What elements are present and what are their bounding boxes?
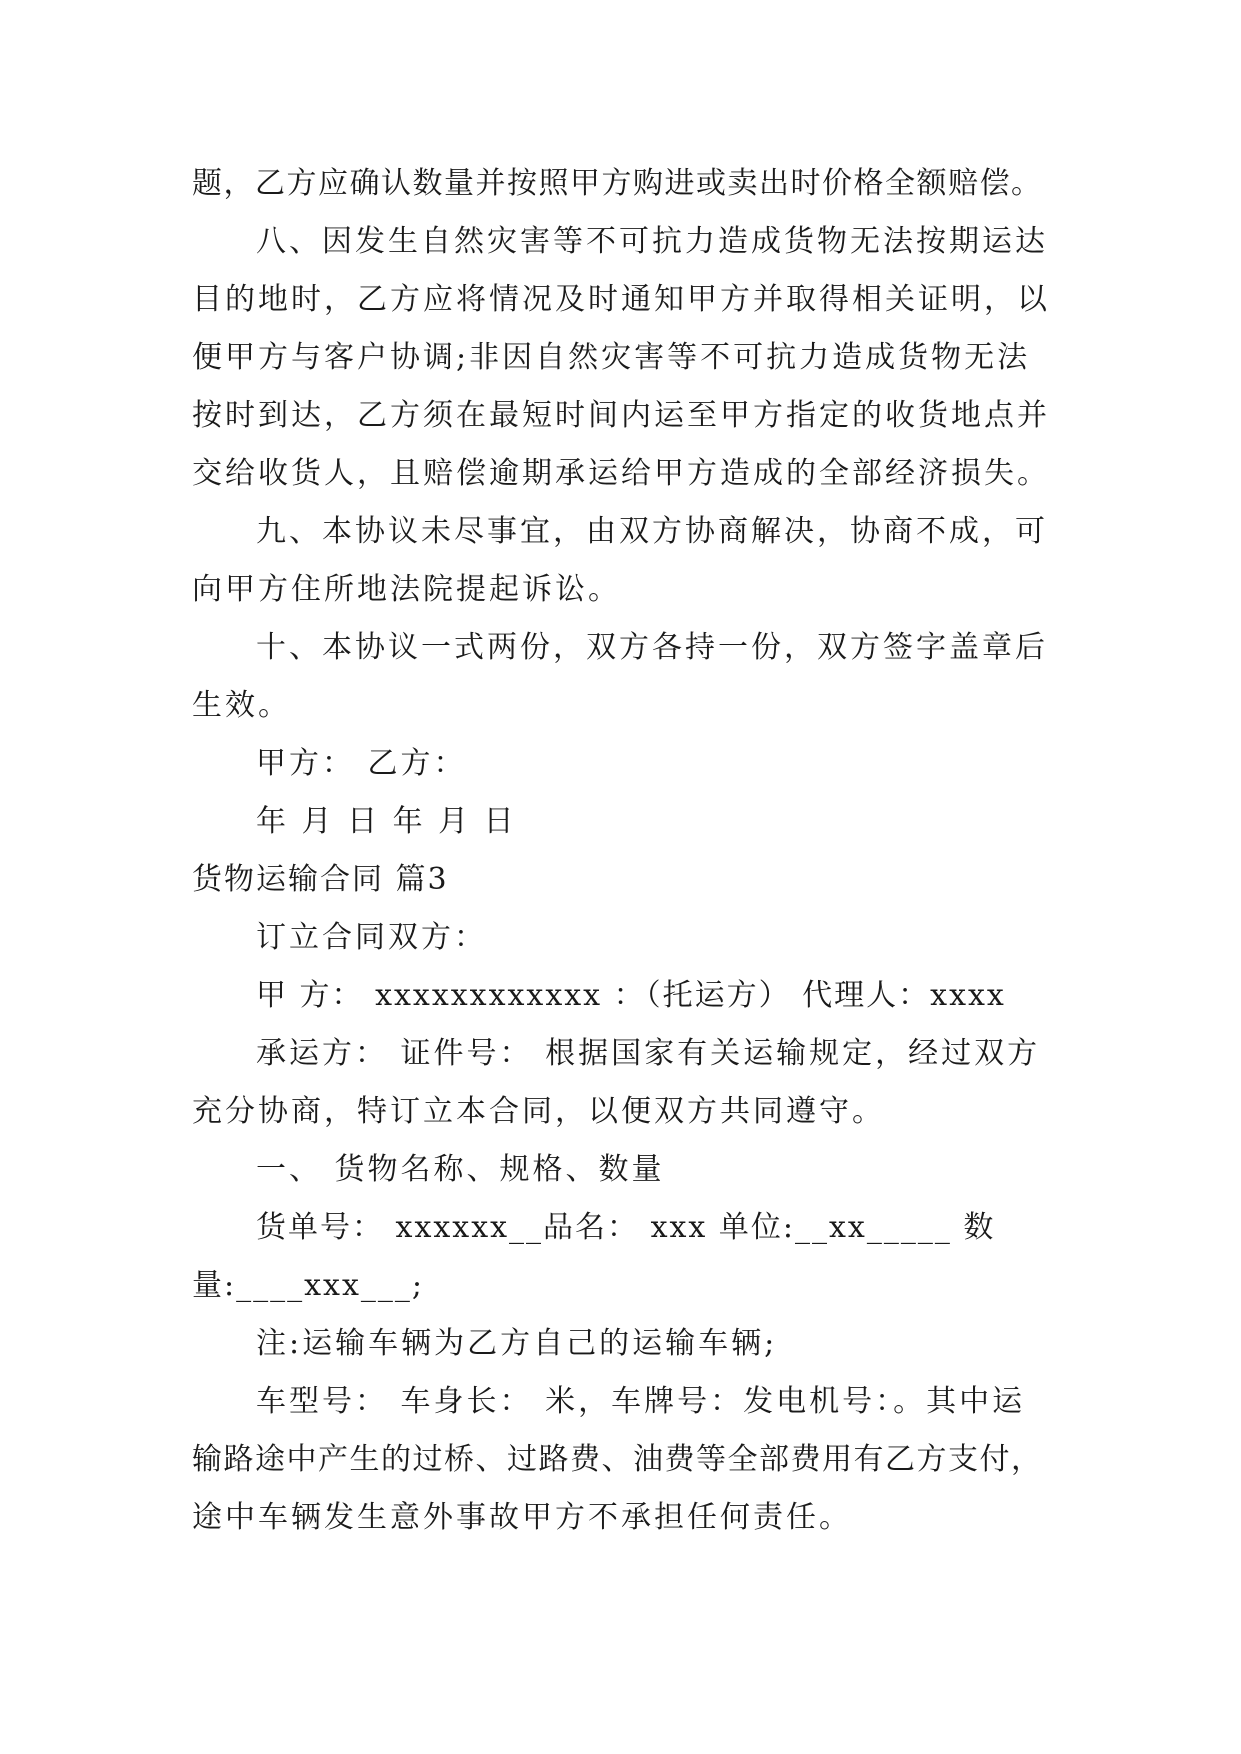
text-line-14: 订立合同双方：	[256, 920, 487, 955]
text-line-17: 充分协商，特订立本合同，以便双方共同遵守。	[192, 1094, 885, 1129]
carrier-line: 承运方： 证件号： 根据国家有关运输规定，经过双方	[256, 1036, 1041, 1071]
item-1-heading: 一、 货物名称、规格、数量	[256, 1152, 665, 1187]
clause-9-line: 九、本协议未尽事宜，由双方协商解决，协商不成，可	[256, 514, 1048, 549]
signature-parties: 甲方： 乙方：	[256, 746, 467, 781]
signature-dates: 年 月 日 年 月 日	[256, 804, 517, 839]
text-line-5: 按时到达，乙方须在最短时间内运至甲方指定的收货地点并	[192, 398, 1050, 433]
text-line-6: 交给收货人，且赔偿逾期承运给甲方造成的全部经济损失。	[192, 456, 1050, 491]
party-a-line: 甲 方： xxxxxxxxxxxx ：（托运方） 代理人：xxxx	[256, 978, 1006, 1013]
clause-10-line: 十、本协议一式两份，双方各持一份，双方签字盖章后	[256, 630, 1048, 665]
text-line-8: 向甲方住所地法院提起诉讼。	[192, 572, 621, 607]
text-line-1: 题，乙方应确认数量并按照甲方购进或卖出时价格全额赔偿。	[192, 166, 1043, 201]
vehicle-line: 车型号： 车身长： 米，车牌号：发电机号：。其中运	[256, 1384, 1026, 1419]
cargo-details-line: 货单号： xxxxxx__品名： xxx 单位:__xx_____ 数	[256, 1210, 996, 1245]
text-line-4: 便甲方与客户协调;非因自然灾害等不可抗力造成货物无法	[192, 340, 1031, 375]
section-heading: 货物运输合同 篇3	[192, 862, 449, 897]
text-line-10: 生效。	[192, 688, 291, 723]
text-line-23: 输路途中产生的过桥、过路费、油费等全部费用有乙方支付，	[192, 1442, 1043, 1477]
clause-8-line: 八、因发生自然灾害等不可抗力造成货物无法按期运达	[256, 224, 1048, 259]
text-line-3: 目的地时，乙方应将情况及时通知甲方并取得相关证明，以	[192, 282, 1050, 317]
note-line: 注:运输车辆为乙方自己的运输车辆;	[256, 1326, 778, 1361]
quantity-line: 量:____xxx___;	[192, 1268, 424, 1303]
text-line-24: 途中车辆发生意外事故甲方不承担任何责任。	[192, 1500, 852, 1535]
